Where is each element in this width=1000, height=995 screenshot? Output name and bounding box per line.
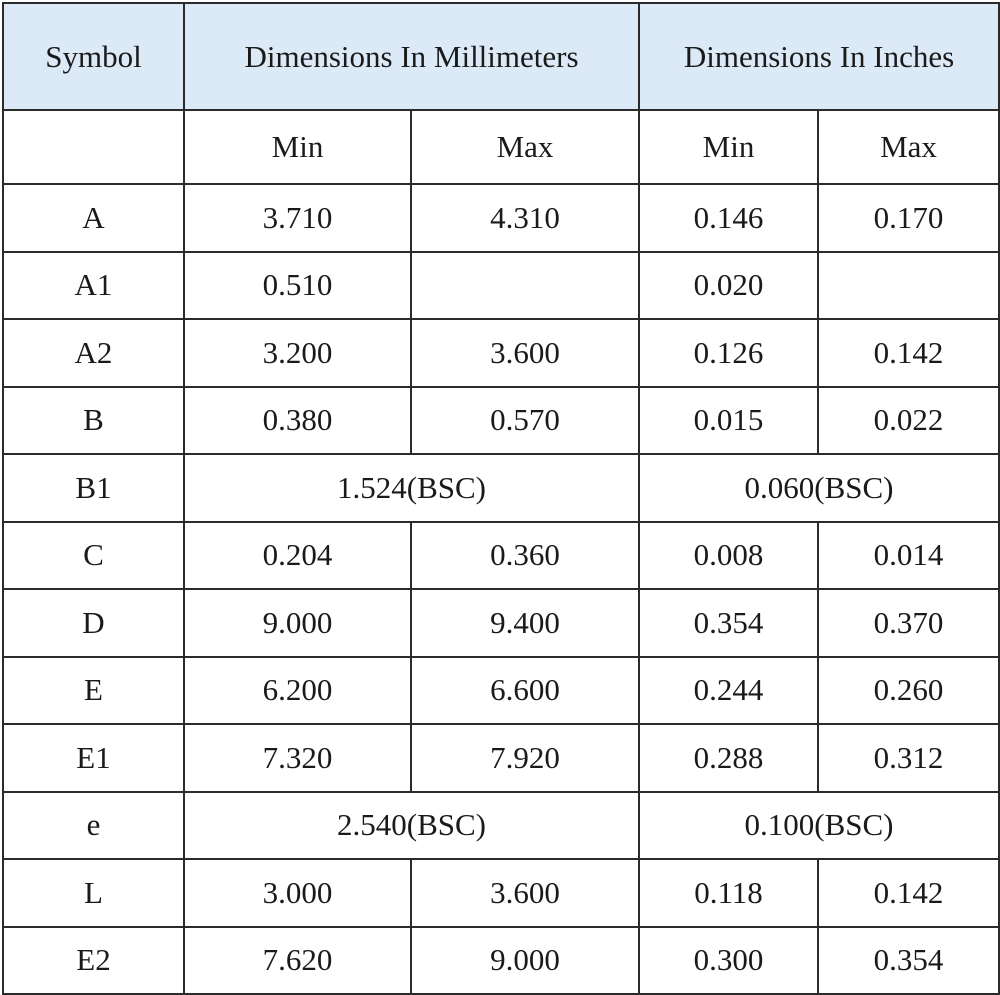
cell-in-min: 0.300 <box>639 927 818 995</box>
cell-in-min: 0.288 <box>639 724 818 792</box>
cell-mm-min: 0.380 <box>184 387 411 455</box>
cell-mm-min: 0.510 <box>184 252 411 320</box>
cell-in-max: 0.312 <box>818 724 999 792</box>
subheader-in-max: Max <box>818 110 999 184</box>
cell-symbol: L <box>3 859 184 927</box>
cell-symbol: B <box>3 387 184 455</box>
cell-in-bsc: 0.100(BSC) <box>639 792 999 860</box>
table-row <box>3 859 999 927</box>
header-inches: Dimensions In Inches <box>639 3 999 110</box>
cell-mm-min: 9.000 <box>184 589 411 657</box>
cell-mm-max: 6.600 <box>411 657 639 725</box>
subheader-row <box>3 110 999 184</box>
cell-mm-min: 3.200 <box>184 319 411 387</box>
table-row <box>3 252 999 320</box>
cell-mm-max: 0.570 <box>411 387 639 455</box>
cell-mm-min: 7.320 <box>184 724 411 792</box>
cell-in-min: 0.008 <box>639 522 818 590</box>
cell-symbol: E <box>3 657 184 725</box>
cell-in-max: 0.014 <box>818 522 999 590</box>
cell-in-max: 0.022 <box>818 387 999 455</box>
table-row <box>3 319 999 387</box>
cell-in-min: 0.015 <box>639 387 818 455</box>
cell-symbol: A <box>3 184 184 252</box>
cell-mm-min: 3.710 <box>184 184 411 252</box>
subheader-symbol-blank <box>3 110 184 184</box>
cell-mm-min: 6.200 <box>184 657 411 725</box>
subheader-mm-min: Min <box>184 110 411 184</box>
table-row <box>3 454 999 522</box>
header-row <box>3 3 999 110</box>
cell-mm-bsc: 2.540(BSC) <box>184 792 639 860</box>
cell-in-min: 0.354 <box>639 589 818 657</box>
cell-mm-min: 0.204 <box>184 522 411 590</box>
cell-symbol: B1 <box>3 454 184 522</box>
cell-mm-max: 0.360 <box>411 522 639 590</box>
cell-mm-max: 9.400 <box>411 589 639 657</box>
header-symbol: Symbol <box>3 3 184 110</box>
cell-mm-min: 3.000 <box>184 859 411 927</box>
subheader-mm-max: Max <box>411 110 639 184</box>
cell-in-min: 0.020 <box>639 252 818 320</box>
table-row <box>3 657 999 725</box>
subheader-in-min: Min <box>639 110 818 184</box>
table-row <box>3 184 999 252</box>
cell-in-bsc: 0.060(BSC) <box>639 454 999 522</box>
cell-in-min: 0.118 <box>639 859 818 927</box>
cell-mm-bsc: 1.524(BSC) <box>184 454 639 522</box>
dimensions-table <box>2 2 1000 995</box>
table-row <box>3 522 999 590</box>
cell-in-max: 0.260 <box>818 657 999 725</box>
table-row <box>3 927 999 995</box>
cell-in-min: 0.146 <box>639 184 818 252</box>
table-row <box>3 589 999 657</box>
header-millimeters: Dimensions In Millimeters <box>184 3 639 110</box>
table-row <box>3 724 999 792</box>
cell-mm-max: 3.600 <box>411 319 639 387</box>
table-row <box>3 387 999 455</box>
cell-in-min: 0.126 <box>639 319 818 387</box>
cell-in-max: 0.142 <box>818 859 999 927</box>
cell-in-min: 0.244 <box>639 657 818 725</box>
cell-symbol: E2 <box>3 927 184 995</box>
table-row <box>3 792 999 860</box>
cell-symbol: A2 <box>3 319 184 387</box>
cell-symbol: E1 <box>3 724 184 792</box>
cell-mm-max: 7.920 <box>411 724 639 792</box>
cell-in-max: 0.142 <box>818 319 999 387</box>
cell-symbol: D <box>3 589 184 657</box>
cell-in-max: 0.170 <box>818 184 999 252</box>
cell-symbol: C <box>3 522 184 590</box>
cell-symbol: A1 <box>3 252 184 320</box>
cell-in-max <box>818 252 999 320</box>
cell-mm-max <box>411 252 639 320</box>
cell-mm-max: 9.000 <box>411 927 639 995</box>
cell-in-max: 0.354 <box>818 927 999 995</box>
cell-symbol: e <box>3 792 184 860</box>
cell-mm-min: 7.620 <box>184 927 411 995</box>
cell-mm-max: 4.310 <box>411 184 639 252</box>
cell-in-max: 0.370 <box>818 589 999 657</box>
cell-mm-max: 3.600 <box>411 859 639 927</box>
